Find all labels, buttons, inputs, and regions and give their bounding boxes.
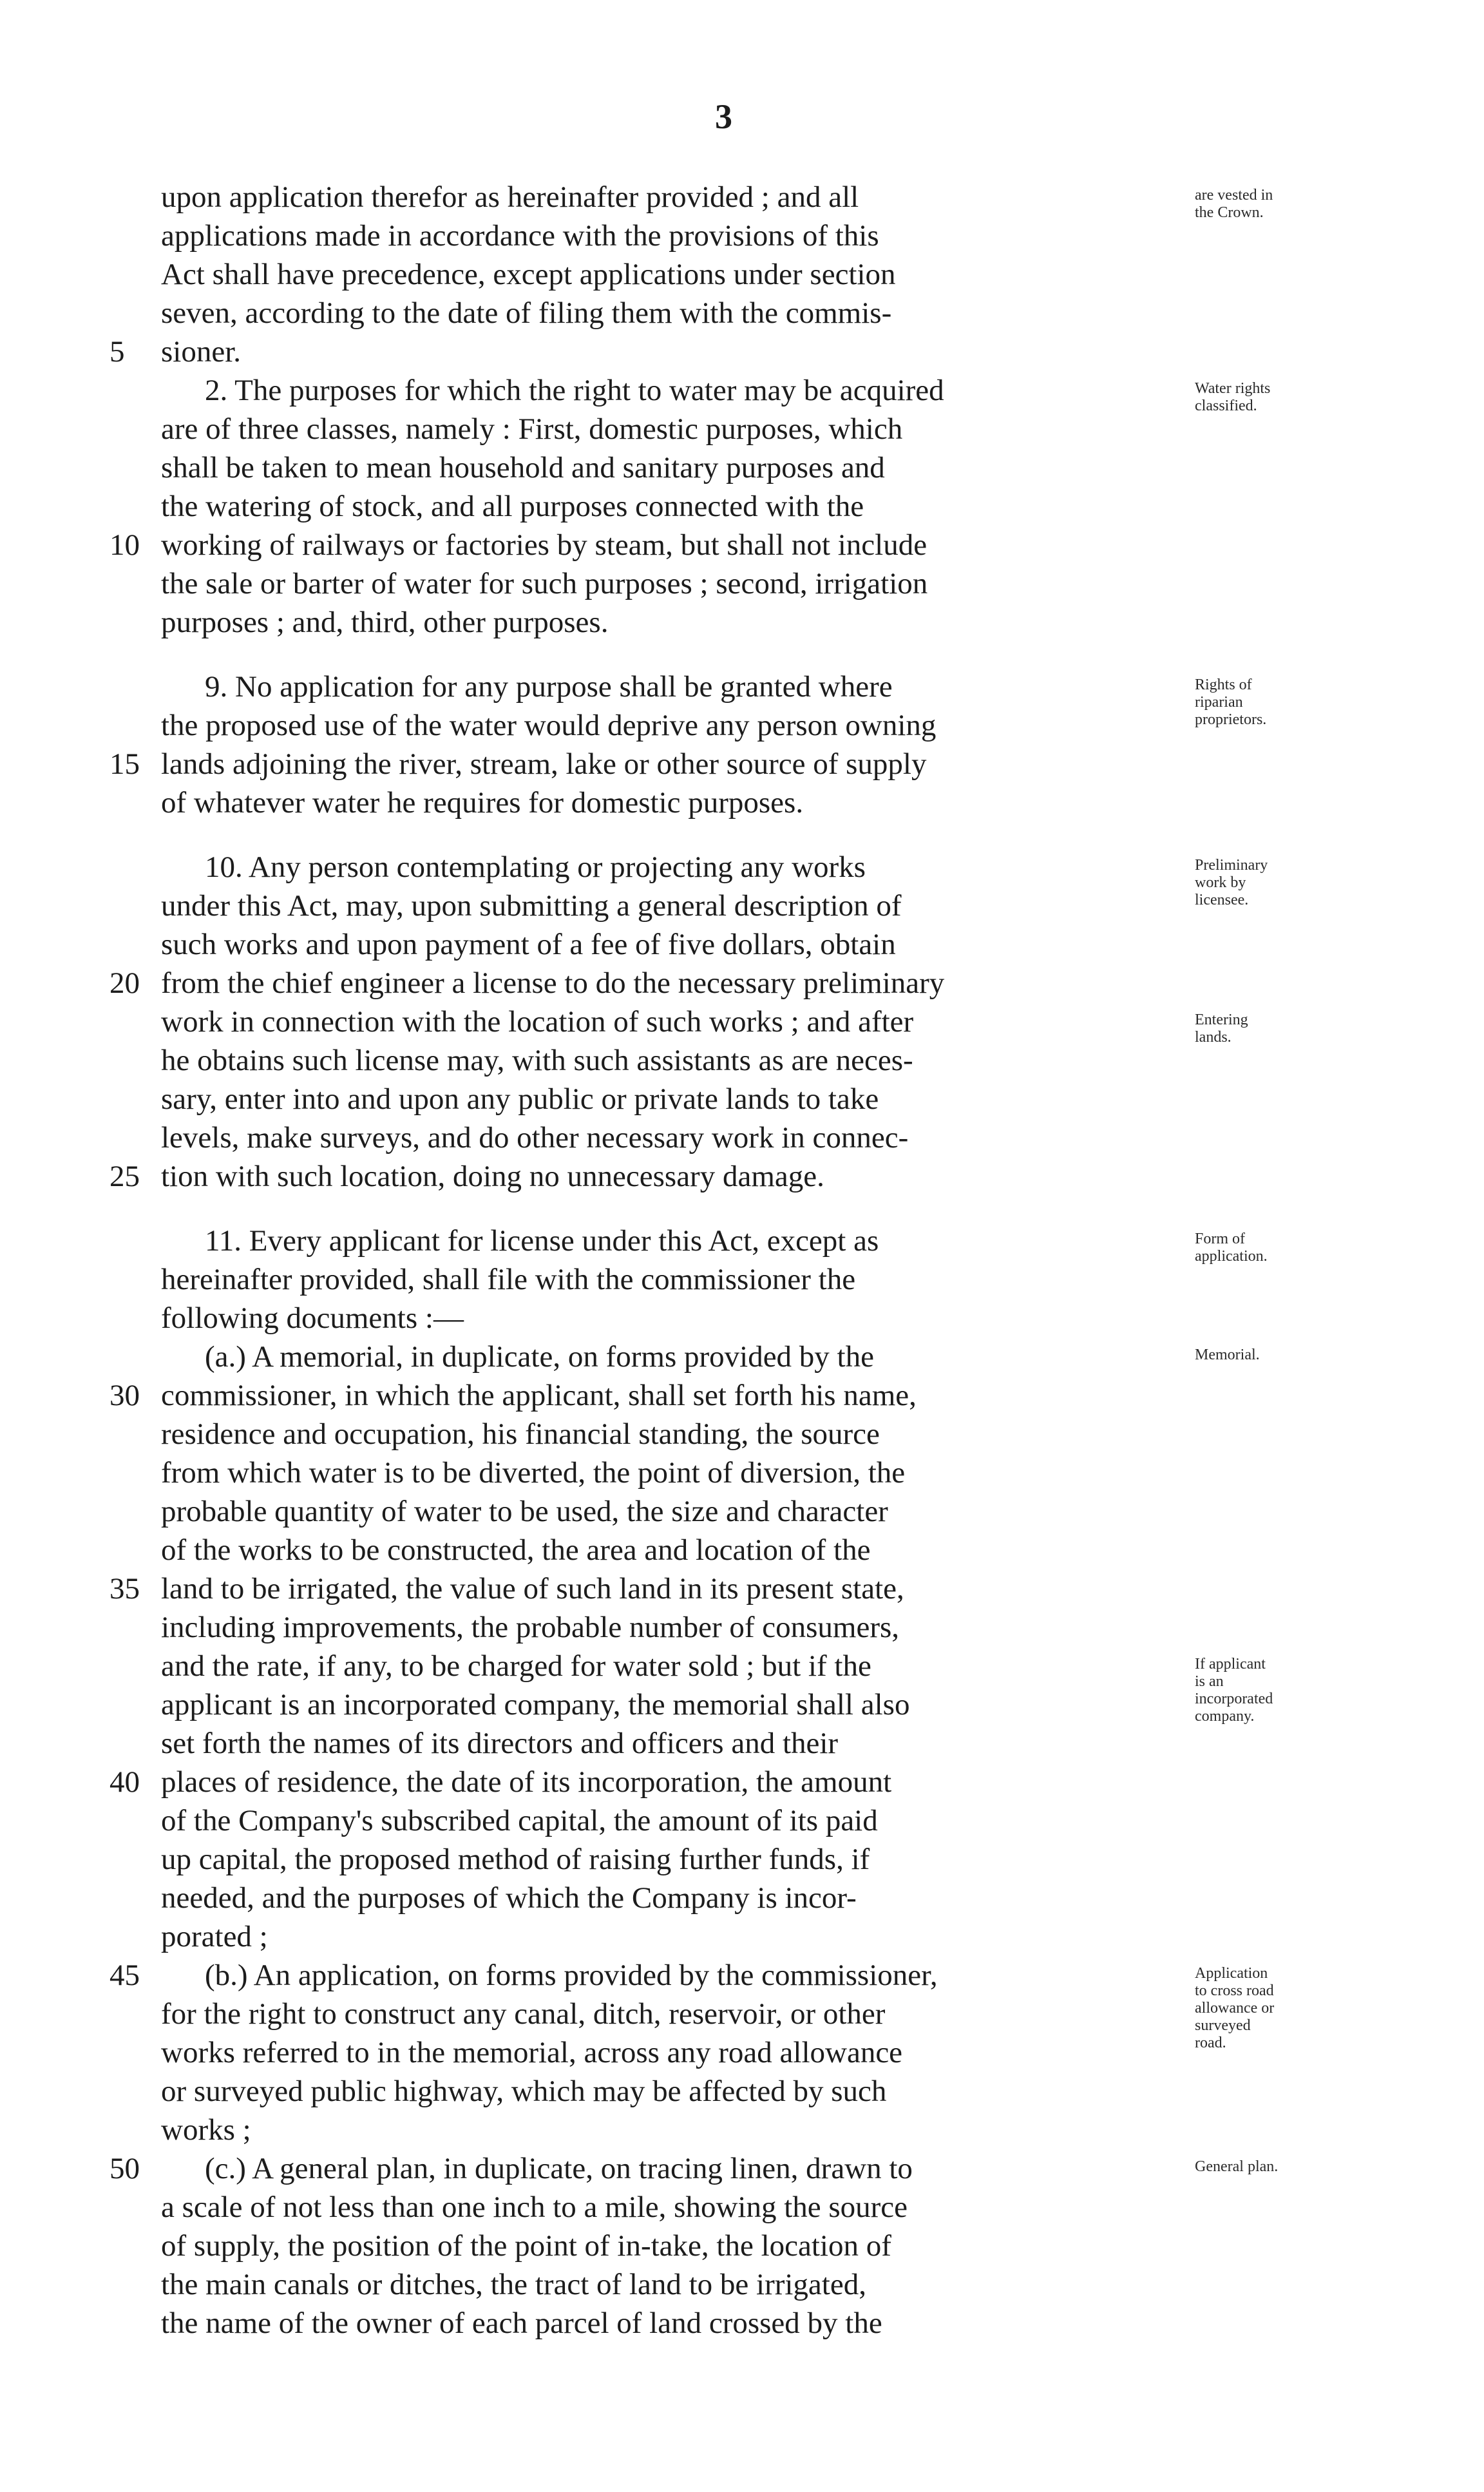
text-line: 11. Every applicant for license under this Act, except as xyxy=(205,1224,879,1258)
text-line: work in connection with the location of such works ; and after xyxy=(161,1005,914,1039)
text-line: lands adjoining the river, stream, lake or other source of supply xyxy=(161,747,927,781)
margin-note-line: surveyed xyxy=(1195,2017,1251,2034)
text-line: of whatever water he requires for domestic purposes. xyxy=(161,786,804,819)
margin-note-line: company. xyxy=(1195,1708,1255,1725)
margin-note-line: Application xyxy=(1195,1965,1268,1982)
text-line: for the right to construct any canal, ditch, reservoir, or other xyxy=(161,1997,886,2031)
margin-note-line: application. xyxy=(1195,1248,1268,1265)
text-line: probable quantity of water to be used, the size and character xyxy=(161,1495,888,1528)
text-line: works ; xyxy=(161,2113,251,2147)
margin-note-line: are vested in xyxy=(1195,187,1273,204)
line-number: 10 xyxy=(109,528,140,562)
text-line: hereinafter provided, shall file with the commissioner the xyxy=(161,1263,856,1296)
margin-note-line: road. xyxy=(1195,2035,1226,2051)
margin-note-memorial xyxy=(1195,1347,1369,1364)
margin-note-line: Preliminary xyxy=(1195,857,1268,874)
margin-note-cross-road-allowance xyxy=(1195,1965,1369,2052)
text-line: applicant is an incorporated company, the memorial shall also xyxy=(161,1688,910,1721)
text-line: set forth the names of its directors and officers and their xyxy=(161,1727,839,1760)
text-line: the name of the owner of each parcel of land crossed by the xyxy=(161,2306,882,2340)
text-line: 2. The purposes for which the right to water may be acquired xyxy=(205,374,944,407)
text-line: Act shall have precedence, except applications under section xyxy=(161,258,896,291)
text-line: needed, and the purposes of which the Company is incor- xyxy=(161,1881,857,1915)
text-line: he obtains such license may, with such assistants as are neces- xyxy=(161,1044,913,1077)
margin-note-line: classified. xyxy=(1195,398,1257,414)
text-line: such works and upon payment of a fee of five dollars, obtain xyxy=(161,928,896,961)
margin-note-line: work by xyxy=(1195,874,1246,891)
margin-note-vested-in-crown xyxy=(1195,187,1369,222)
line-number: 35 xyxy=(109,1572,140,1605)
text-line: or surveyed public highway, which may be affected by such xyxy=(161,2075,887,2108)
text-line: from which water is to be diverted, the point of diversion, the xyxy=(161,1456,906,1490)
line-number: 15 xyxy=(109,747,140,781)
text-line: (b.) An application, on forms provided by the commissioner, xyxy=(205,1959,938,1992)
margin-note-general-plan xyxy=(1195,2158,1369,2176)
text-line: 10. Any person contemplating or projecting any works xyxy=(205,850,866,884)
margin-note-preliminary-work xyxy=(1195,857,1369,909)
text-line: shall be taken to mean household and sanitary purposes and xyxy=(161,451,885,484)
text-line: of supply, the position of the point of in-take, the location of xyxy=(161,2229,891,2263)
text-line: porated ; xyxy=(161,1920,268,1953)
text-line: purposes ; and, third, other purposes. xyxy=(161,606,609,639)
text-line: including improvements, the probable number of consumers, xyxy=(161,1611,900,1644)
margin-note-line: proprietors. xyxy=(1195,711,1267,728)
text-line: the watering of stock, and all purposes connected with the xyxy=(161,490,864,523)
margin-note-line: Rights of xyxy=(1195,676,1252,693)
text-line: of the Company's subscribed capital, the amount of its paid xyxy=(161,1804,878,1837)
line-number: 45 xyxy=(109,1959,140,1992)
text-line: the main canals or ditches, the tract of land to be irrigated, xyxy=(161,2268,866,2301)
text-line: seven, according to the date of filing them with the commis- xyxy=(161,296,892,330)
margin-note-line: If applicant xyxy=(1195,1656,1266,1673)
text-line: are of three classes, namely : First, domestic purposes, which xyxy=(161,412,903,446)
text-line: following documents :— xyxy=(161,1301,464,1335)
margin-note-line: Memorial. xyxy=(1195,1347,1260,1363)
text-line: residence and occupation, his financial standing, the source xyxy=(161,1417,880,1451)
text-line: commissioner, in which the applicant, shall set forth his name, xyxy=(161,1379,917,1412)
text-line: applications made in accordance with the provisions of this xyxy=(161,219,879,253)
line-number: 20 xyxy=(109,966,140,1000)
line-number: 50 xyxy=(109,2152,140,2185)
text-line: under this Act, may, upon submitting a general description of xyxy=(161,889,902,923)
line-number: 25 xyxy=(109,1160,140,1193)
text-line: upon application therefor as hereinafter provided ; and all xyxy=(161,180,859,214)
text-line: works referred to in the memorial, across any road allowance xyxy=(161,2036,903,2069)
page-number: 3 xyxy=(715,97,732,136)
text-line: sioner. xyxy=(161,335,242,369)
margin-note-line: allowance or xyxy=(1195,2000,1275,2017)
margin-note-line: Water rights xyxy=(1195,380,1271,397)
text-line: (c.) A general plan, in duplicate, on tracing linen, drawn to xyxy=(205,2152,913,2185)
text-line: from the chief engineer a license to do the necessary preliminary xyxy=(161,966,945,1000)
margin-note-line: incorporated xyxy=(1195,1691,1273,1707)
text-line: and the rate, if any, to be charged for water sold ; but if the xyxy=(161,1649,871,1683)
margin-note-line: riparian xyxy=(1195,694,1243,711)
margin-note-line: General plan. xyxy=(1195,2158,1279,2175)
text-line: working of railways or factories by steam, but shall not include xyxy=(161,528,928,562)
margin-note-line: to cross road xyxy=(1195,1982,1274,1999)
text-line: up capital, the proposed method of raising further funds, if xyxy=(161,1843,870,1876)
text-line: the sale or barter of water for such purposes ; second, irrigation xyxy=(161,567,928,600)
margin-note-riparian xyxy=(1195,676,1369,729)
margin-note-entering-lands xyxy=(1195,1011,1369,1046)
line-number: 40 xyxy=(109,1765,140,1799)
text-line: levels, make surveys, and do other necessary work in connec- xyxy=(161,1121,909,1155)
text-line: places of residence, the date of its incorporation, the amount xyxy=(161,1765,892,1799)
text-line: sary, enter into and upon any public or private lands to take xyxy=(161,1082,879,1116)
margin-note-line: lands. xyxy=(1195,1029,1232,1046)
line-number: 30 xyxy=(109,1379,140,1412)
text-line: of the works to be constructed, the area and location of the xyxy=(161,1533,871,1567)
margin-note-water-rights xyxy=(1195,380,1369,415)
margin-note-incorporated-company xyxy=(1195,1656,1369,1725)
margin-note-line: the Crown. xyxy=(1195,204,1264,221)
text-line: land to be irrigated, the value of such land in its present state, xyxy=(161,1572,904,1605)
margin-note-form-of-application xyxy=(1195,1231,1369,1265)
text-line: 9. No application for any purpose shall be granted where xyxy=(205,670,893,704)
margin-note-line: licensee. xyxy=(1195,892,1249,908)
line-number: 5 xyxy=(109,335,125,369)
text-line: a scale of not less than one inch to a mile, showing the source xyxy=(161,2190,908,2224)
text-line: tion with such location, doing no unnecessary damage. xyxy=(161,1160,824,1193)
text-line: (a.) A memorial, in duplicate, on forms provided by the xyxy=(205,1340,874,1374)
margin-note-line: is an xyxy=(1195,1673,1224,1690)
text-line: the proposed use of the water would deprive any person owning xyxy=(161,709,937,742)
margin-note-line: Entering xyxy=(1195,1011,1248,1028)
margin-note-line: Form of xyxy=(1195,1231,1245,1247)
